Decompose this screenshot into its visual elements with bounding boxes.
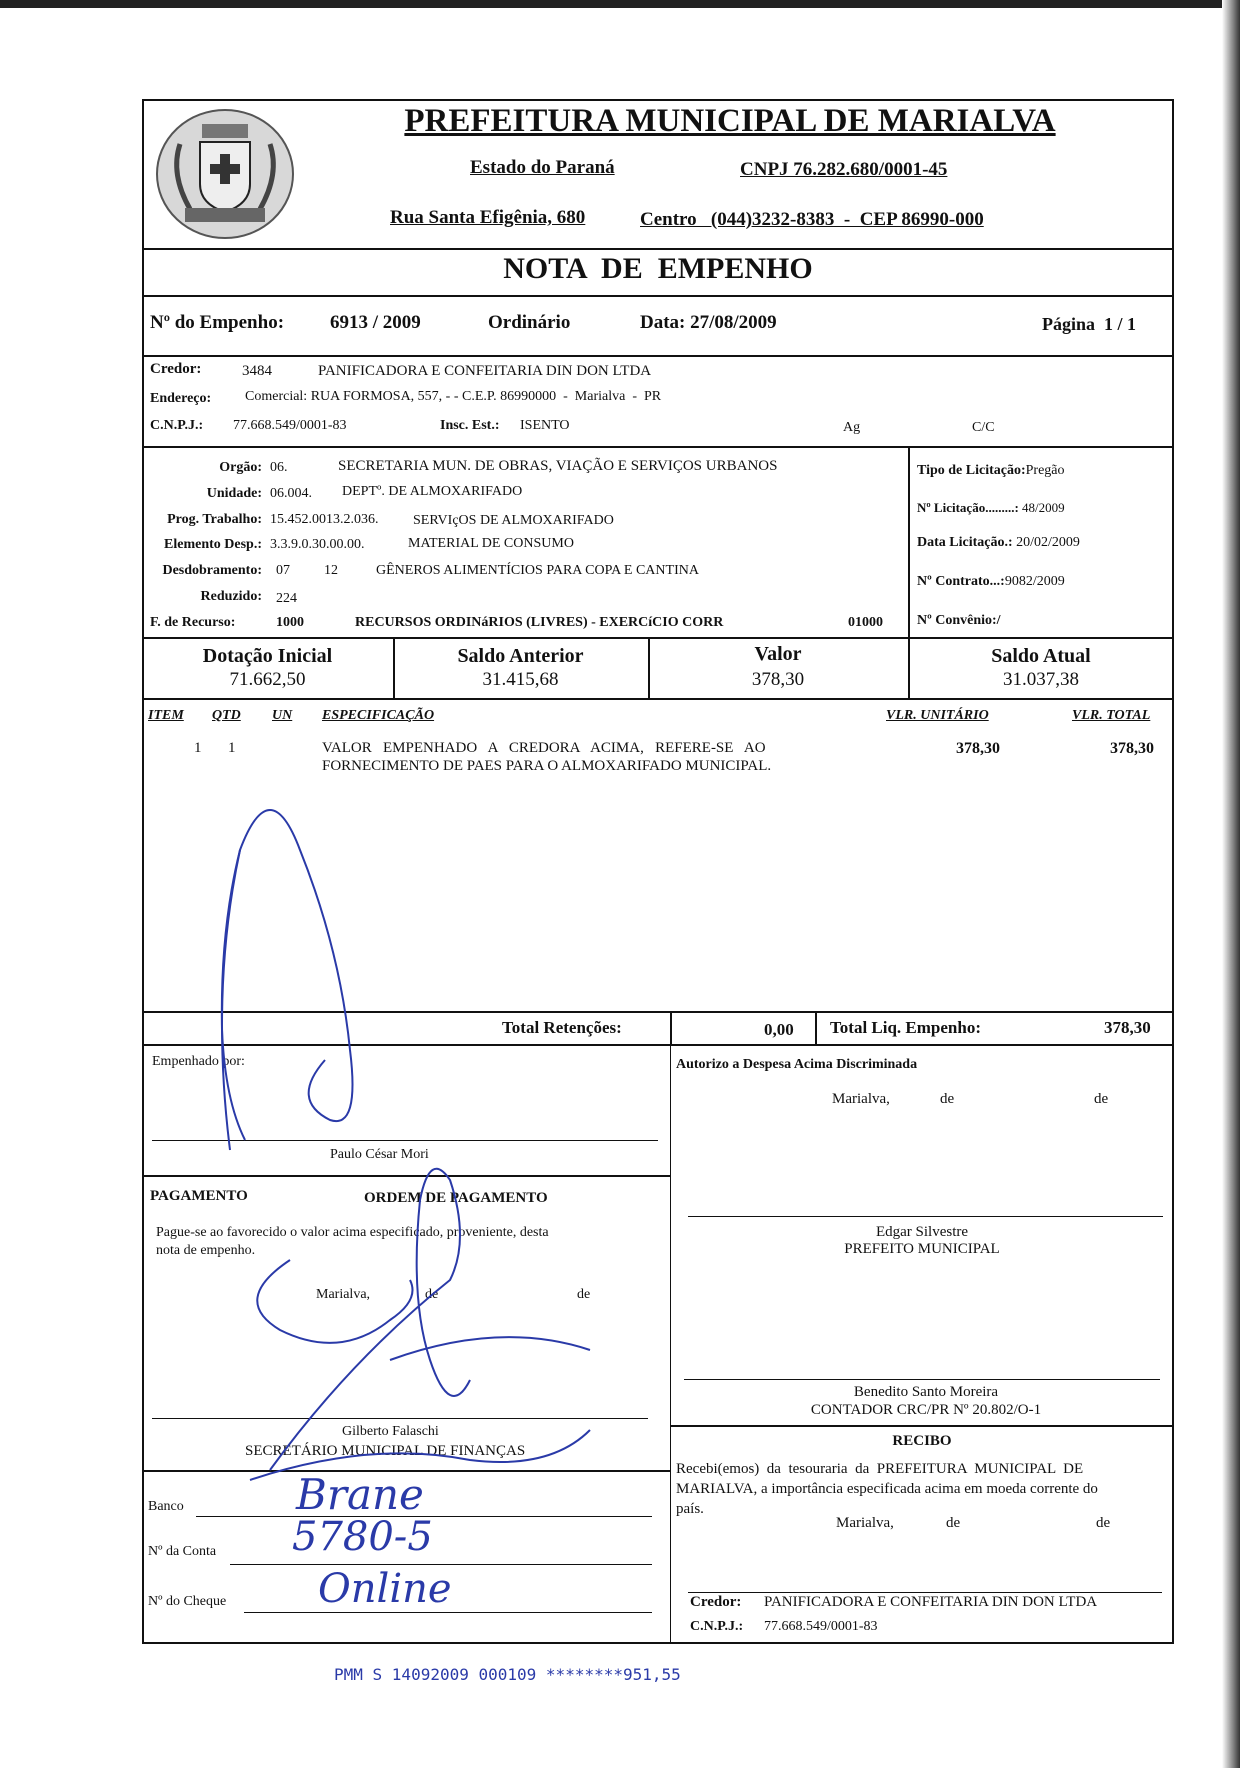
- page-indicator: Página 1 / 1: [1042, 314, 1137, 334]
- empenho-number: 6913 / 2009: [330, 312, 421, 333]
- item-desc-line2: FORNECIMENTO DE PAES PARA O ALMOXARIFADO MUNICIPAL.: [322, 758, 772, 774]
- desdobramento-code: 07: [276, 563, 290, 578]
- valor-value: 378,30: [751, 669, 805, 690]
- item-unit-value: 378,30: [956, 740, 1000, 757]
- city-hall-contact: Centro (044)3232-8383 - CEP 86990-000: [640, 209, 984, 230]
- orgao-label: Orgão:: [219, 460, 262, 475]
- col-vlr-unitario: VLR. UNITÁRIO: [886, 708, 989, 723]
- valor-label: Valor: [754, 643, 802, 665]
- licitacao-date-value: 20/02/2009: [1016, 535, 1080, 550]
- empenho-date: Data: 27/08/2009: [640, 312, 777, 333]
- recibo-de1: de: [946, 1515, 961, 1531]
- elemento-desc: MATERIAL DE CONSUMO: [408, 536, 574, 551]
- coat-of-arms-logo: [150, 104, 300, 244]
- licitacao-date-label: Data Licitação.:: [917, 535, 1013, 550]
- city-hall-street: Rua Santa Efigênia, 680: [390, 207, 586, 228]
- recibo-place: Marialva,: [836, 1515, 894, 1531]
- address-label: Endereço:: [150, 391, 212, 406]
- pagamento-de2: de: [577, 1287, 591, 1302]
- retencoes-label: Total Retenções:: [502, 1018, 622, 1037]
- credor-address: Comercial: RUA FORMOSA, 557, - - C.E.P. 86990000 - Marialva - PR: [245, 389, 662, 404]
- handwritten-signature-empenho: [200, 790, 420, 1160]
- autorizo-de2: de: [1094, 1091, 1109, 1107]
- col-item: ITEM: [148, 708, 184, 723]
- banco-value: Brane: [296, 1470, 424, 1519]
- prefeito-name: Edgar Silvestre: [875, 1224, 969, 1240]
- recibo-title: RECIBO: [892, 1433, 952, 1449]
- credor-code: 3484: [242, 363, 272, 379]
- cheque-value: Online: [318, 1566, 452, 1612]
- table-row: [142, 738, 1174, 788]
- recibo-text-line2: MARIALVA, a importância especificada acima em moeda corrente do: [676, 1481, 1098, 1497]
- unidade-label: Unidade:: [206, 486, 262, 501]
- recibo-text-line3: país.: [676, 1501, 704, 1517]
- saldo-atual-label: Saldo Atual: [991, 645, 1091, 667]
- convenio-label: Nº Convênio:/: [917, 613, 1001, 628]
- liquido-label: Total Liq. Empenho:: [830, 1018, 981, 1037]
- account-label: C/C: [972, 420, 995, 435]
- reduzido-code: 224: [276, 591, 297, 606]
- city-hall-cnpj: CNPJ 76.282.680/0001-45: [740, 159, 948, 180]
- pagamento-de1: de: [425, 1287, 439, 1302]
- unidade-code: 06.004.: [270, 486, 312, 501]
- secretario-role: SECRETÁRIO MUNICIPAL DE FINANÇAS: [245, 1443, 526, 1459]
- cnpj-label: C.N.P.J.:: [150, 418, 204, 433]
- recibo-text-line1: Recebi(emos) da tesouraria da PREFEITURA MUNICIPAL DE: [676, 1461, 1084, 1477]
- recurso-label: F. de Recurso:: [150, 615, 236, 630]
- desdobramento-code2: 12: [324, 563, 338, 578]
- contador-role: CONTADOR CRC/PR Nº 20.802/O-1: [810, 1402, 1042, 1418]
- unidade-desc: DEPTº. DE ALMOXARIFADO: [342, 484, 523, 499]
- handwritten-signature-payment: [170, 1160, 650, 1500]
- pagamento-place: Marialva,: [316, 1287, 371, 1302]
- licitacao-number-label: Nº Licitação.........:: [917, 500, 1019, 515]
- empenhado-label: Empenhado por:: [152, 1054, 245, 1069]
- licitacao-date: [917, 535, 1080, 551]
- insc-value: ISENTO: [520, 418, 570, 433]
- scan-top-edge: [0, 0, 1240, 8]
- recibo-credor-name: PANIFICADORA E CONFEITARIA DIN DON LTDA: [764, 1594, 1098, 1610]
- pagamento-text-line1: Pague-se ao favorecido o valor acima especificado, proveniente, desta: [156, 1225, 549, 1240]
- col-especificacao: ESPECIFICAÇÃO: [322, 708, 435, 723]
- item-number: 1: [194, 740, 202, 756]
- cheque-label: Nº do Cheque: [148, 1594, 227, 1609]
- licitacao-type-value: Pregão: [1025, 463, 1065, 478]
- prog-code: 15.452.0013.2.036.: [270, 512, 379, 527]
- col-qtd: QTD: [212, 708, 241, 723]
- saldo-anterior-label: Saldo Anterior: [457, 645, 584, 667]
- banco-label: Banco: [148, 1499, 184, 1514]
- recibo-de2: de: [1096, 1515, 1111, 1531]
- item-desc-line1: VALOR EMPENHADO A CREDORA ACIMA, REFERE-SE AO: [322, 740, 766, 756]
- recibo-credor-label: Credor:: [690, 1594, 742, 1610]
- saldo-anterior-value: 31.415,68: [482, 669, 559, 690]
- reduzido-label: Reduzido:: [200, 589, 262, 604]
- liquido-value: 378,30: [1104, 1018, 1151, 1037]
- licitacao-type-label: Tipo de Licitação:: [917, 463, 1026, 478]
- scan-right-edge: [1222, 0, 1240, 1768]
- conta-value: 5780-5: [292, 1514, 433, 1560]
- empenho-number-label: Nº do Empenho:: [150, 312, 285, 333]
- pagamento-title: PAGAMENTO: [150, 1188, 248, 1204]
- contrato-value: 9082/2009: [1004, 574, 1065, 589]
- saldo-atual-value: 31.037,38: [1003, 669, 1079, 690]
- recurso-code2: 01000: [848, 615, 883, 630]
- contador-name: Benedito Santo Moreira: [853, 1384, 999, 1400]
- prog-label: Prog. Trabalho:: [167, 512, 262, 527]
- footer-stamp: PMM S 14092009 000109 ********951,55: [334, 1665, 681, 1684]
- recibo-cnpj-label: C.N.P.J.:: [690, 1619, 744, 1634]
- dotacao-label: Dotação Inicial: [202, 645, 333, 667]
- empenhado-signer: Paulo César Mori: [330, 1147, 429, 1162]
- col-vlr-total: VLR. TOTAL: [1072, 708, 1151, 723]
- item-total-value: 378,30: [1110, 740, 1154, 757]
- empenho-type: Ordinário: [488, 312, 571, 333]
- elemento-label: Elemento Desp.:: [164, 537, 262, 552]
- autorizo-de1: de: [940, 1091, 955, 1107]
- autorizo-place: Marialva,: [832, 1091, 890, 1107]
- desdobramento-label: Desdobramento:: [162, 563, 262, 578]
- insc-label: Insc. Est.:: [440, 418, 500, 433]
- credor-name: PANIFICADORA E CONFEITARIA DIN DON LTDA: [318, 363, 652, 379]
- recurso-desc: RECURSOS ORDINáRIOS (LIVRES) - EXERCíCIO CORR: [355, 615, 724, 630]
- col-un: UN: [272, 708, 293, 723]
- autorizo-title: Autorizo a Despesa Acima Discriminada: [676, 1057, 918, 1072]
- agency-label: Ag: [843, 420, 861, 435]
- document-title: NOTA DE EMPENHO: [503, 252, 813, 285]
- licitacao-number: [917, 500, 1065, 516]
- prefeito-role: PREFEITO MUNICIPAL: [844, 1241, 1000, 1257]
- licitacao-type: [917, 463, 1065, 479]
- prog-desc: SERVIçOS DE ALMOXARIFADO: [413, 513, 614, 528]
- orgao-code: 06.: [270, 460, 288, 475]
- secretario-name: Gilberto Falaschi: [342, 1424, 439, 1439]
- dotacao-value: 71.662,50: [229, 669, 306, 690]
- recibo-cnpj-value: 77.668.549/0001-83: [764, 1619, 878, 1634]
- city-hall-title: PREFEITURA MUNICIPAL DE MARIALVA: [404, 103, 1056, 139]
- credor-cnpj: 77.668.549/0001-83: [233, 418, 347, 433]
- contrato: [917, 574, 1065, 590]
- desdobramento-desc: GÊNEROS ALIMENTÍCIOS PARA COPA E CANTINA: [376, 563, 699, 578]
- retencoes-value: 0,00: [764, 1020, 794, 1039]
- licitacao-number-value: 48/2009: [1022, 500, 1065, 515]
- ordem-pagamento-title: ORDEM DE PAGAMENTO: [364, 1190, 548, 1206]
- state-name: Estado do Paraná: [470, 157, 615, 178]
- pagamento-text-line2: nota de empenho.: [156, 1243, 256, 1258]
- contrato-label: Nº Contrato...:: [917, 574, 1005, 589]
- elemento-code: 3.3.9.0.30.00.00.: [270, 537, 365, 552]
- conta-label: Nº da Conta: [148, 1544, 217, 1559]
- recurso-code: 1000: [276, 615, 304, 630]
- item-qtd: 1: [228, 740, 236, 756]
- credor-label: Credor:: [150, 361, 202, 377]
- orgao-desc: SECRETARIA MUN. DE OBRAS, VIAÇÃO E SERVIÇOS URBANOS: [338, 458, 778, 474]
